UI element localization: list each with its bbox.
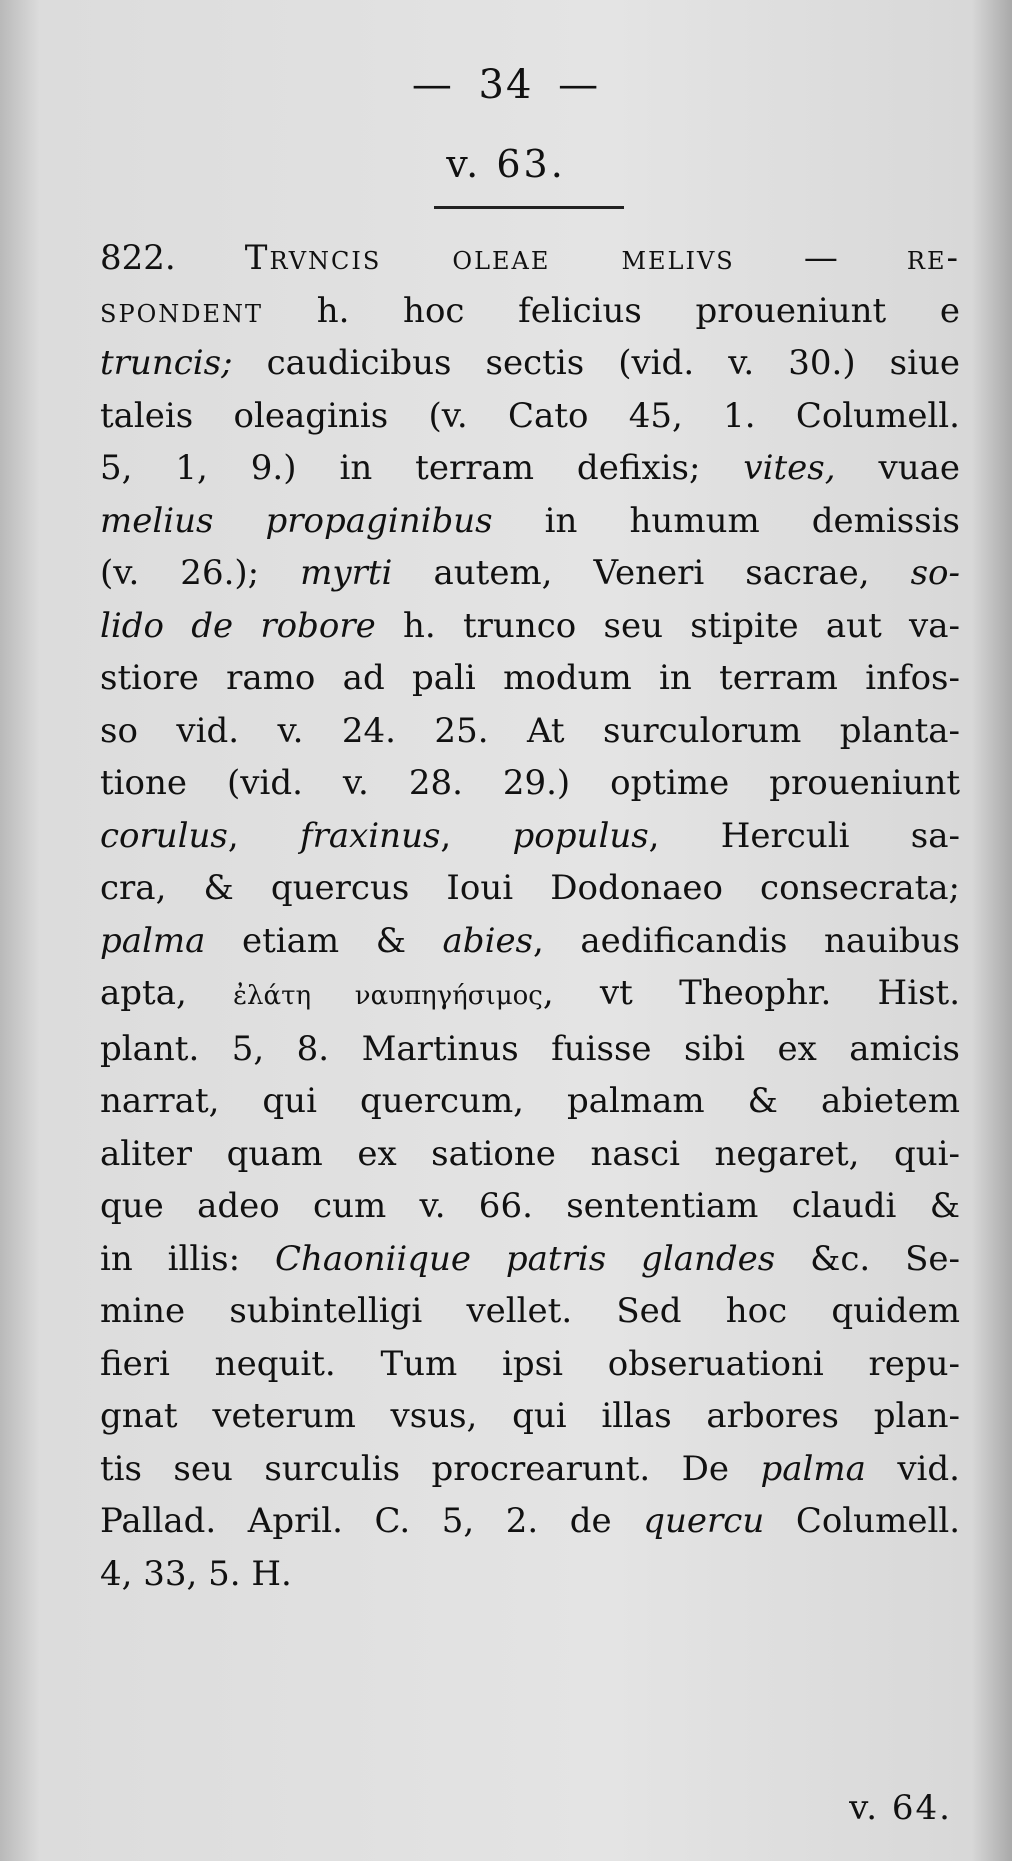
italic-text: vites,: [743, 448, 836, 488]
header-right-dash: —: [558, 62, 601, 108]
italic-text: lido de robore: [100, 605, 376, 646]
italic-text: melius propaginibus: [100, 500, 493, 541]
verse-heading: v. 63.: [446, 142, 566, 186]
text-segment: in humum demissis: [492, 500, 960, 541]
text-segment: 822.: [100, 238, 245, 278]
greek-text: ἐλάτη ναυπηγήσιμος: [233, 981, 543, 1011]
text-segment: , aedificandis nauibus: [533, 920, 960, 961]
text-line: [100, 495, 960, 548]
page-number: 34: [478, 62, 534, 108]
text-line: [100, 285, 960, 338]
text-line: [100, 967, 960, 1023]
text-segment: plant. 5, 8. Martinus fuisse sibi ex amicis: [100, 1028, 960, 1069]
italic-text: populus: [512, 815, 649, 856]
italic-text: Chaoniique patris glandes: [274, 1238, 776, 1279]
text-segment: vid.: [865, 1448, 960, 1489]
text-segment: h. trunco seu stipite aut va-: [375, 605, 960, 646]
text-segment: ,: [440, 815, 513, 856]
italic-text: fraxinus: [300, 815, 441, 856]
text-segment: autem, Veneri sacrae,: [392, 553, 911, 593]
italic-text: corulus: [100, 815, 228, 856]
text-segment: , vt Theophr. Hist.: [542, 973, 961, 1013]
text-line: [100, 1128, 960, 1181]
text-segment: so vid. v. 24. 25. At surculorum planta-: [100, 710, 960, 751]
text-segment: caudicibus sectis (vid. v. 30.) siue: [232, 343, 960, 383]
text-segment: in illis:: [100, 1238, 275, 1279]
text-segment: gnat veterum vsus, qui illas arbores plan-: [100, 1396, 960, 1436]
text-line: [100, 1233, 960, 1286]
text-segment: que adeo cum v. 66. sententiam claudi &: [100, 1186, 960, 1226]
small-caps-text: re-: [906, 238, 960, 278]
text-segment: h. hoc felicius proueniunt e: [263, 290, 960, 331]
commentary-paragraph: [100, 232, 960, 1600]
text-segment: —: [734, 238, 907, 278]
text-line: [100, 862, 960, 915]
text-line: [100, 390, 960, 443]
text-segment: apta,: [100, 973, 234, 1013]
page-header: [0, 62, 1012, 108]
italic-text: palma: [760, 1448, 866, 1489]
text-line: [100, 1023, 960, 1076]
italic-text: abies: [442, 920, 534, 961]
italic-text: truncis;: [100, 343, 233, 383]
text-line: [100, 547, 960, 600]
text-segment: Pallad. April. C. 5, 2. de: [100, 1501, 644, 1541]
text-segment: tione (vid. v. 28. 29.) optime proueniunt: [100, 763, 960, 803]
text-segment: 5, 1, 9.) in terram defixis;: [100, 448, 744, 488]
text-line: [100, 757, 960, 810]
text-segment: (v. 26.);: [100, 553, 301, 593]
header-left-dash: —: [411, 62, 454, 108]
text-line: [100, 915, 960, 968]
text-segment: , Herculi sa-: [648, 815, 961, 856]
text-line: [100, 1443, 960, 1496]
text-segment: narrat, qui quercum, palmam & abietem: [100, 1081, 960, 1121]
italic-text: quercu: [643, 1501, 765, 1541]
text-segment: vuae: [835, 448, 960, 488]
text-segment: mine subintelligi vellet. Sed hoc quidem: [100, 1291, 960, 1331]
text-segment: ,: [227, 815, 301, 856]
italic-text: myrti: [300, 553, 393, 593]
text-segment: &c. Se-: [775, 1238, 960, 1279]
text-line: [100, 1075, 960, 1128]
small-caps-text: Trvncis oleae melivs: [244, 238, 735, 278]
text-segment: etiam &: [205, 920, 443, 961]
text-line: [100, 652, 960, 705]
text-line: [100, 337, 960, 390]
text-segment: stiore ramo ad pali modum in terram infos-: [100, 658, 960, 698]
text-segment: tis seu surculis procrearunt. De: [100, 1448, 761, 1489]
text-line: [100, 1180, 960, 1233]
text-segment: cra, & quercus Ioui Dodonaeo consecrata;: [100, 868, 960, 908]
heading-rule: [434, 206, 624, 209]
text-line: [100, 1548, 960, 1601]
text-segment: taleis oleaginis (v. Cato 45, 1. Columell.: [100, 395, 960, 436]
text-line: [100, 442, 960, 495]
text-line: [100, 1390, 960, 1443]
text-line: [100, 705, 960, 758]
small-caps-text: spondent: [100, 290, 264, 331]
catchword: v. 64.: [849, 1788, 952, 1828]
text-line: [100, 232, 960, 285]
text-segment: 4, 33, 5. H.: [100, 1553, 292, 1594]
text-line: [100, 1285, 960, 1338]
text-segment: Columell.: [764, 1501, 960, 1541]
italic-text: so-: [910, 553, 960, 593]
text-segment: fieri nequit. Tum ipsi obseruationi repu-: [100, 1343, 960, 1384]
text-segment: aliter quam ex satione nasci negaret, qui-: [100, 1133, 960, 1174]
text-line: [100, 1495, 960, 1548]
text-line: [100, 1338, 960, 1391]
text-line: [100, 600, 960, 653]
text-line: [100, 810, 960, 863]
italic-text: palma: [100, 920, 206, 961]
